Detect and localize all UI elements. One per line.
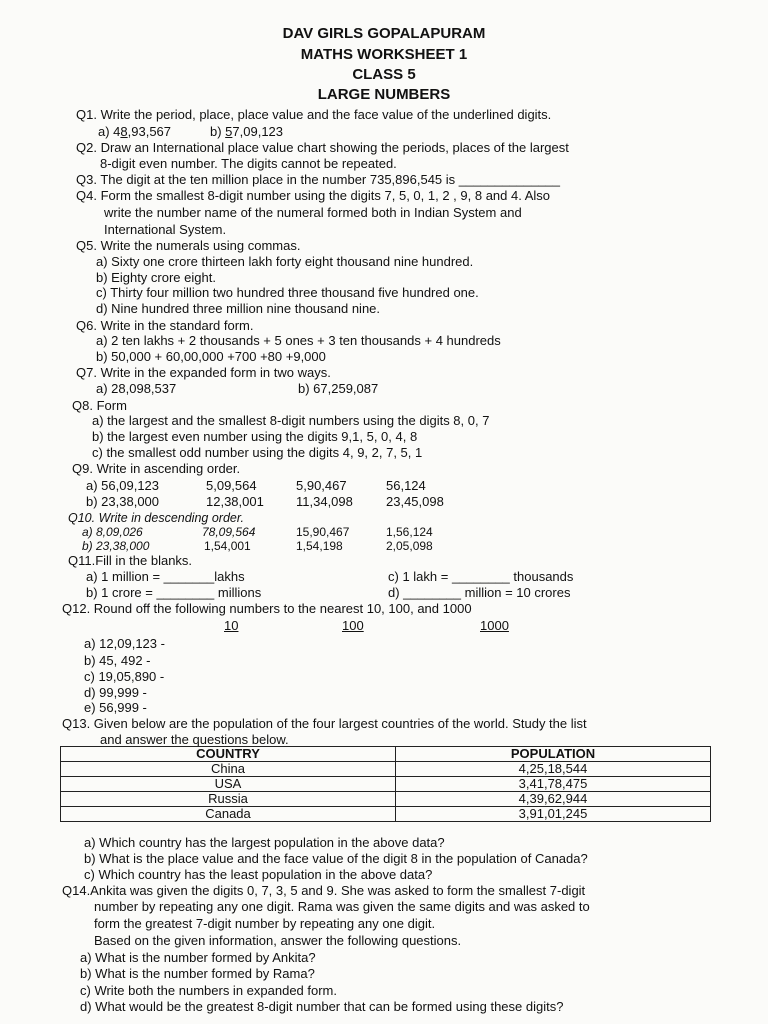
worksheet-title: MATHS WORKSHEET 1	[300, 46, 468, 63]
school-name: DAV GIRLS GOPALAPURAM	[282, 25, 486, 42]
q10-b-3: 1,54,198	[296, 539, 343, 553]
q8-text: Q8. Form	[72, 398, 127, 413]
q1-b-underlined-digit: 5	[225, 124, 233, 139]
q2-line2: 8-digit even number. The digits cannot be repeated.	[100, 156, 397, 171]
q1-a	[98, 124, 171, 139]
q10-b-1: b) 23,38,000	[82, 539, 150, 553]
q5-item-c: c) Thirty four million two hundred three thousand five hundred one.	[96, 285, 479, 300]
q10-a-1: a) 8,09,026	[82, 525, 143, 539]
topic-title: LARGE NUMBERS	[317, 86, 451, 103]
q11-text: Q11.Fill in the blanks.	[68, 553, 193, 568]
q9-text: Q9. Write in ascending order.	[72, 461, 241, 476]
q9-b-2: 12,38,001	[206, 494, 264, 509]
q6-text: Q6. Write in the standard form.	[76, 318, 254, 333]
q10-a-3: 15,90,467	[296, 525, 350, 539]
q12-col-1000: 1000	[480, 618, 509, 633]
q13-item-b: b) What is the place value and the face value of the digit 8 in the population of Canada?	[84, 851, 588, 866]
q3-text: Q3. The digit at the ten million place in the number 735,896,545 is ______________	[76, 172, 560, 187]
q1-text: Q1. Write the period, place, place value and the face value of the underlined digits.	[76, 107, 552, 122]
table-row	[61, 777, 711, 792]
header-population: POPULATION	[396, 747, 711, 762]
q11-d: d) ________ million = 10 crores	[388, 585, 571, 600]
q9-a-1: a) 56,09,123	[86, 478, 160, 493]
q10-text: Q10. Write in descending order.	[68, 511, 245, 525]
q10-b-4: 2,05,098	[386, 539, 433, 553]
population-cell: 4,39,62,944	[396, 792, 711, 807]
q11-a: a) 1 million = _______lakhs	[86, 569, 245, 584]
q10-b-2: 1,54,001	[204, 539, 251, 553]
q6-item-a: a) 2 ten lakhs + 2 thousands + 5 ones + 3 ten thousands + 4 hundreds	[96, 333, 501, 348]
q1-a-prefix: a) 4	[98, 124, 121, 139]
q7-b: b) 67,259,087	[298, 381, 379, 396]
q8-item-a: a) the largest and the smallest 8-digit numbers using the digits 8, 0, 7	[92, 413, 490, 428]
q12-item-c: c) 19,05,890 -	[84, 669, 165, 684]
q13-item-a: a) Which country has the largest population in the above data?	[84, 835, 445, 850]
population-table	[60, 746, 711, 822]
q7-a: a) 28,098,537	[96, 381, 177, 396]
q1-b-prefix: b)	[210, 124, 226, 139]
q5-item-b: b) Eighty crore eight.	[96, 270, 216, 285]
q1-a-underlined-digit: 8	[120, 124, 128, 139]
q8-item-b: b) the largest even number using the digits 9,1, 5, 0, 4, 8	[92, 429, 418, 444]
q14-item-a: a) What is the number formed by Ankita?	[80, 950, 316, 965]
q9-b-4: 23,45,098	[386, 494, 444, 509]
country-cell: Russia	[61, 792, 396, 807]
q12-item-b: b) 45, 492 -	[84, 653, 151, 668]
q12-col-10: 10	[224, 618, 239, 633]
q1-a-suffix: ,93,567	[127, 124, 172, 139]
q13-line2: and answer the questions below.	[100, 732, 289, 747]
q11-c: c) 1 lakh = ________ thousands	[388, 569, 574, 584]
population-cell: 4,25,18,544	[396, 762, 711, 777]
q5-item-d: d) Nine hundred three million nine thousand nine.	[96, 301, 381, 316]
q5-item-a: a) Sixty one crore thirteen lakh forty eight thousand nine hundred.	[96, 254, 474, 269]
q12-text: Q12. Round off the following numbers to the nearest 10, 100, and 1000	[62, 601, 472, 616]
q4-line2: write the number name of the numeral formed both in Indian System and	[104, 205, 522, 220]
q14-line4: Based on the given information, answer the following questions.	[94, 933, 462, 948]
country-cell: China	[61, 762, 396, 777]
q14-line1: Q14.Ankita was given the digits 0, 7, 3, 5 and 9. She was asked to form the smallest 7-digit	[62, 883, 586, 898]
q12-item-a: a) 12,09,123 -	[84, 636, 165, 651]
table-row	[61, 807, 711, 822]
q6-item-b: b) 50,000 + 60,00,000 +700 +80 +9,000	[96, 349, 326, 364]
q11-b: b) 1 crore = ________ millions	[86, 585, 262, 600]
q4-line3: International System.	[104, 222, 227, 237]
q14-item-d: d) What would be the greatest 8-digit number that can be formed using these digits?	[80, 999, 564, 1014]
q12-col-100: 100	[342, 618, 364, 633]
q12-item-e: e) 56,999 -	[84, 700, 147, 715]
q10-a-4: 1,56,124	[386, 525, 433, 539]
q14-line3: form the greatest 7-digit number by repeating any one digit.	[94, 916, 436, 931]
class-label: CLASS 5	[352, 66, 416, 83]
q10-a-2: 78,09,564	[202, 525, 256, 539]
q9-a-2: 5,09,564	[206, 478, 257, 493]
table-row	[61, 792, 711, 807]
q13-line1: Q13. Given below are the population of the four largest countries of the world. Study the list	[62, 716, 587, 731]
population-cell: 3,91,01,245	[396, 807, 711, 822]
table-row	[61, 762, 711, 777]
q14-line2: number by repeating any one digit. Rama was given the same digits and was asked to	[94, 899, 590, 914]
header-country: COUNTRY	[61, 747, 396, 762]
country-cell: USA	[61, 777, 396, 792]
q12-item-d: d) 99,999 -	[84, 685, 147, 700]
q9-a-4: 56,124	[386, 478, 426, 493]
q9-a-3: 5,90,467	[296, 478, 347, 493]
q1-b-suffix: 7,09,123	[232, 124, 284, 139]
q14-item-c: c) Write both the numbers in expanded form.	[80, 983, 337, 998]
q8-item-c: c) the smallest odd number using the digits 4, 9, 2, 7, 5, 1	[92, 445, 423, 460]
q9-b-1: b) 23,38,000	[86, 494, 160, 509]
country-cell: Canada	[61, 807, 396, 822]
q13-item-c: c) Which country has the least population in the above data?	[84, 867, 433, 882]
q14-item-b: b) What is the number formed by Rama?	[80, 966, 315, 981]
q1-b	[210, 124, 283, 139]
q9-b-3: 11,34,098	[296, 494, 353, 509]
q4-line1: Q4. Form the smallest 8-digit number using the digits 7, 5, 0, 1, 2 , 9, 8 and 4. Also	[76, 188, 551, 203]
q5-text: Q5. Write the numerals using commas.	[76, 238, 301, 253]
table-header-row	[61, 747, 711, 762]
q7-text: Q7. Write in the expanded form in two ways.	[76, 365, 331, 380]
population-cell: 3,41,78,475	[396, 777, 711, 792]
q2-line1: Q2. Draw an International place value chart showing the periods, places of the largest	[76, 140, 569, 155]
